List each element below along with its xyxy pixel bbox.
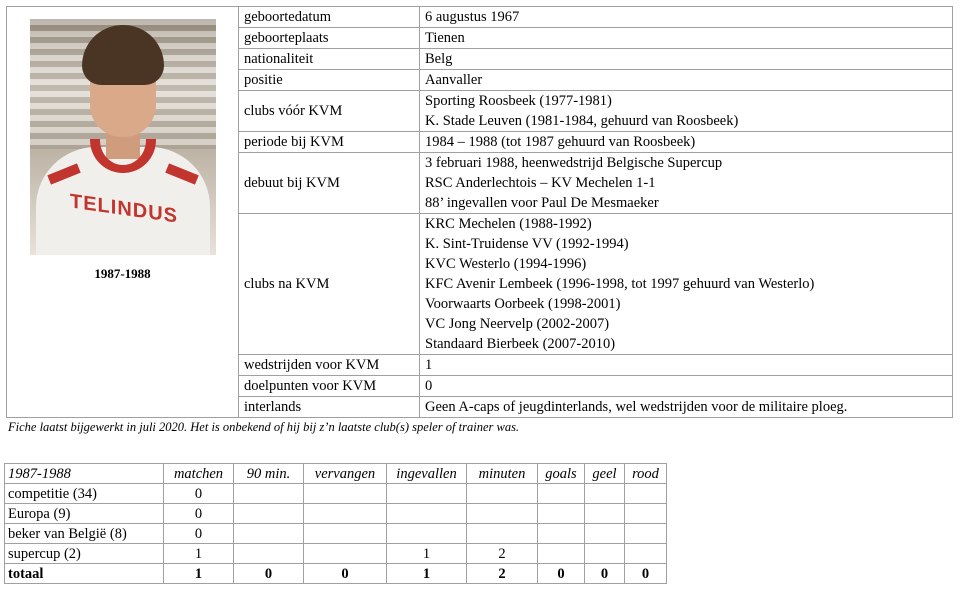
fiche-value-line: K. Stade Leuven (1981-1984, gehuurd van Roosbeek) xyxy=(425,113,739,129)
stat-cell xyxy=(234,524,304,544)
fiche-value-line: Aanvaller xyxy=(425,72,483,88)
fiche-value xyxy=(420,376,953,397)
fiche-value-line: Standaard Bierbeek (2007-2010) xyxy=(425,336,616,352)
stat-cell xyxy=(304,484,387,504)
competition-name: competitie (34) xyxy=(5,484,164,504)
stat-cell xyxy=(585,504,625,524)
total-cell: 2 xyxy=(467,564,538,584)
stat-cell: 2 xyxy=(467,544,538,564)
total-label: totaal xyxy=(5,564,164,584)
player-fiche-table xyxy=(6,6,953,418)
total-cell: 1 xyxy=(164,564,234,584)
total-cell: 0 xyxy=(585,564,625,584)
photo-caption: 1987-1988 xyxy=(94,266,151,281)
total-cell: 0 xyxy=(234,564,304,584)
fiche-label: doelpunten voor KVM xyxy=(239,376,420,397)
stat-cell xyxy=(467,524,538,544)
total-cell: 1 xyxy=(387,564,467,584)
fiche-value-line: K. Sint-Truidense VV (1992-1994) xyxy=(425,236,629,252)
fiche-value-line: Geen A-caps of jeugdinterlands, wel wedstrijden voor de militaire ploeg. xyxy=(425,399,848,415)
stat-cell xyxy=(538,504,585,524)
column-header: goals xyxy=(538,464,585,484)
update-note: Fiche laatst bijgewerkt in juli 2020. Het is onbekend of hij bij z’n laatste club(s) speler of trainer was. xyxy=(8,420,520,434)
fiche-value-line: Tienen xyxy=(425,30,465,46)
fiche-value-line: 0 xyxy=(425,378,433,394)
fiche-value xyxy=(420,153,953,214)
fiche-value-line: 88’ ingevallen voor Paul De Mesmaeker xyxy=(425,195,659,211)
fiche-value-line: KVC Westerlo (1994-1996) xyxy=(425,256,587,272)
fiche-label: interlands xyxy=(239,397,420,418)
column-header: minuten xyxy=(467,464,538,484)
stat-cell xyxy=(625,544,667,564)
photo-cell xyxy=(7,7,239,418)
fiche-value xyxy=(420,91,953,132)
stats-body xyxy=(5,464,667,584)
stat-cell: 1 xyxy=(164,544,234,564)
stats-row xyxy=(5,484,667,504)
column-header: rood xyxy=(625,464,667,484)
fiche-label: wedstrijden voor KVM xyxy=(239,355,420,376)
column-header: vervangen xyxy=(304,464,387,484)
stat-cell: 0 xyxy=(164,524,234,544)
fiche-label: geboorteplaats xyxy=(239,28,420,49)
stats-header-row xyxy=(5,464,667,484)
fiche-value-line: 1984 – 1988 (tot 1987 gehuurd van Roosbeek) xyxy=(425,134,696,150)
column-header: ingevallen xyxy=(387,464,467,484)
column-header: 90 min. xyxy=(234,464,304,484)
total-cell: 0 xyxy=(538,564,585,584)
fiche-value-line: KRC Mechelen (1988-1992) xyxy=(425,216,592,232)
fiche-label: positie xyxy=(239,70,420,91)
season-stats-table xyxy=(4,463,667,584)
stat-cell xyxy=(304,504,387,524)
competition-name: beker van België (8) xyxy=(5,524,164,544)
fiche-label: geboortedatum xyxy=(239,7,420,28)
stat-cell xyxy=(625,524,667,544)
fiche-value xyxy=(420,7,953,28)
fiche-label: debuut bij KVM xyxy=(239,153,420,214)
fiche-value-line: 6 augustus 1967 xyxy=(425,9,520,25)
fiche-value xyxy=(420,132,953,153)
stat-cell xyxy=(387,504,467,524)
competition-name: supercup (2) xyxy=(5,544,164,564)
fiche-value xyxy=(420,355,953,376)
stat-cell xyxy=(234,484,304,504)
stat-cell xyxy=(467,484,538,504)
stat-cell xyxy=(538,484,585,504)
fiche-label: nationaliteit xyxy=(239,49,420,70)
stat-cell xyxy=(304,524,387,544)
stat-cell: 0 xyxy=(164,504,234,524)
column-header: geel xyxy=(585,464,625,484)
stat-cell xyxy=(234,544,304,564)
total-cell: 0 xyxy=(625,564,667,584)
stat-cell xyxy=(538,524,585,544)
competition-name: Europa (9) xyxy=(5,504,164,524)
fiche-value-line: RSC Anderlechtois – KV Mechelen 1-1 xyxy=(425,175,656,191)
stat-cell xyxy=(585,544,625,564)
stat-cell xyxy=(467,504,538,524)
total-cell: 0 xyxy=(304,564,387,584)
fiche-value-line: VC Jong Neervelp (2002-2007) xyxy=(425,316,610,332)
stat-cell: 1 xyxy=(387,544,467,564)
stat-cell xyxy=(585,484,625,504)
stat-cell xyxy=(585,524,625,544)
player-photo xyxy=(30,19,216,255)
fiche-value-line: KFC Avenir Lembeek (1996-1998, tot 1997 gehuurd van Westerlo) xyxy=(425,276,815,292)
fiche-value-line: 3 februari 1988, heenwedstrijd Belgische Supercup xyxy=(425,155,723,171)
stat-cell xyxy=(387,484,467,504)
stats-row xyxy=(5,544,667,564)
stats-row xyxy=(5,524,667,544)
fiche-value xyxy=(420,214,953,355)
stat-cell xyxy=(538,544,585,564)
column-header: 1987-1988 xyxy=(5,464,164,484)
fiche-value-line: 1 xyxy=(425,357,433,373)
column-header: matchen xyxy=(164,464,234,484)
stat-cell: 0 xyxy=(164,484,234,504)
stat-cell xyxy=(625,504,667,524)
stats-row xyxy=(5,504,667,524)
stat-cell xyxy=(387,524,467,544)
fiche-value xyxy=(420,397,953,418)
stats-total-row xyxy=(5,564,667,584)
fiche-value xyxy=(420,70,953,91)
fiche-value-line: Sporting Roosbeek (1977-1981) xyxy=(425,93,612,109)
fiche-value-line: Voorwaarts Oorbeek (1998-2001) xyxy=(425,296,621,312)
fiche-value xyxy=(420,49,953,70)
fiche-label: clubs na KVM xyxy=(239,214,420,355)
stat-cell xyxy=(234,504,304,524)
photo-sponsor-logo: TELINDUS xyxy=(69,190,178,228)
stat-cell xyxy=(625,484,667,504)
fiche-value xyxy=(420,28,953,49)
fiche-row xyxy=(7,7,953,28)
fiche-label: periode bij KVM xyxy=(239,132,420,153)
fiche-label: clubs vóór KVM xyxy=(239,91,420,132)
stat-cell xyxy=(304,544,387,564)
fiche-value-line: Belg xyxy=(425,51,453,67)
fiche-body xyxy=(7,7,953,418)
